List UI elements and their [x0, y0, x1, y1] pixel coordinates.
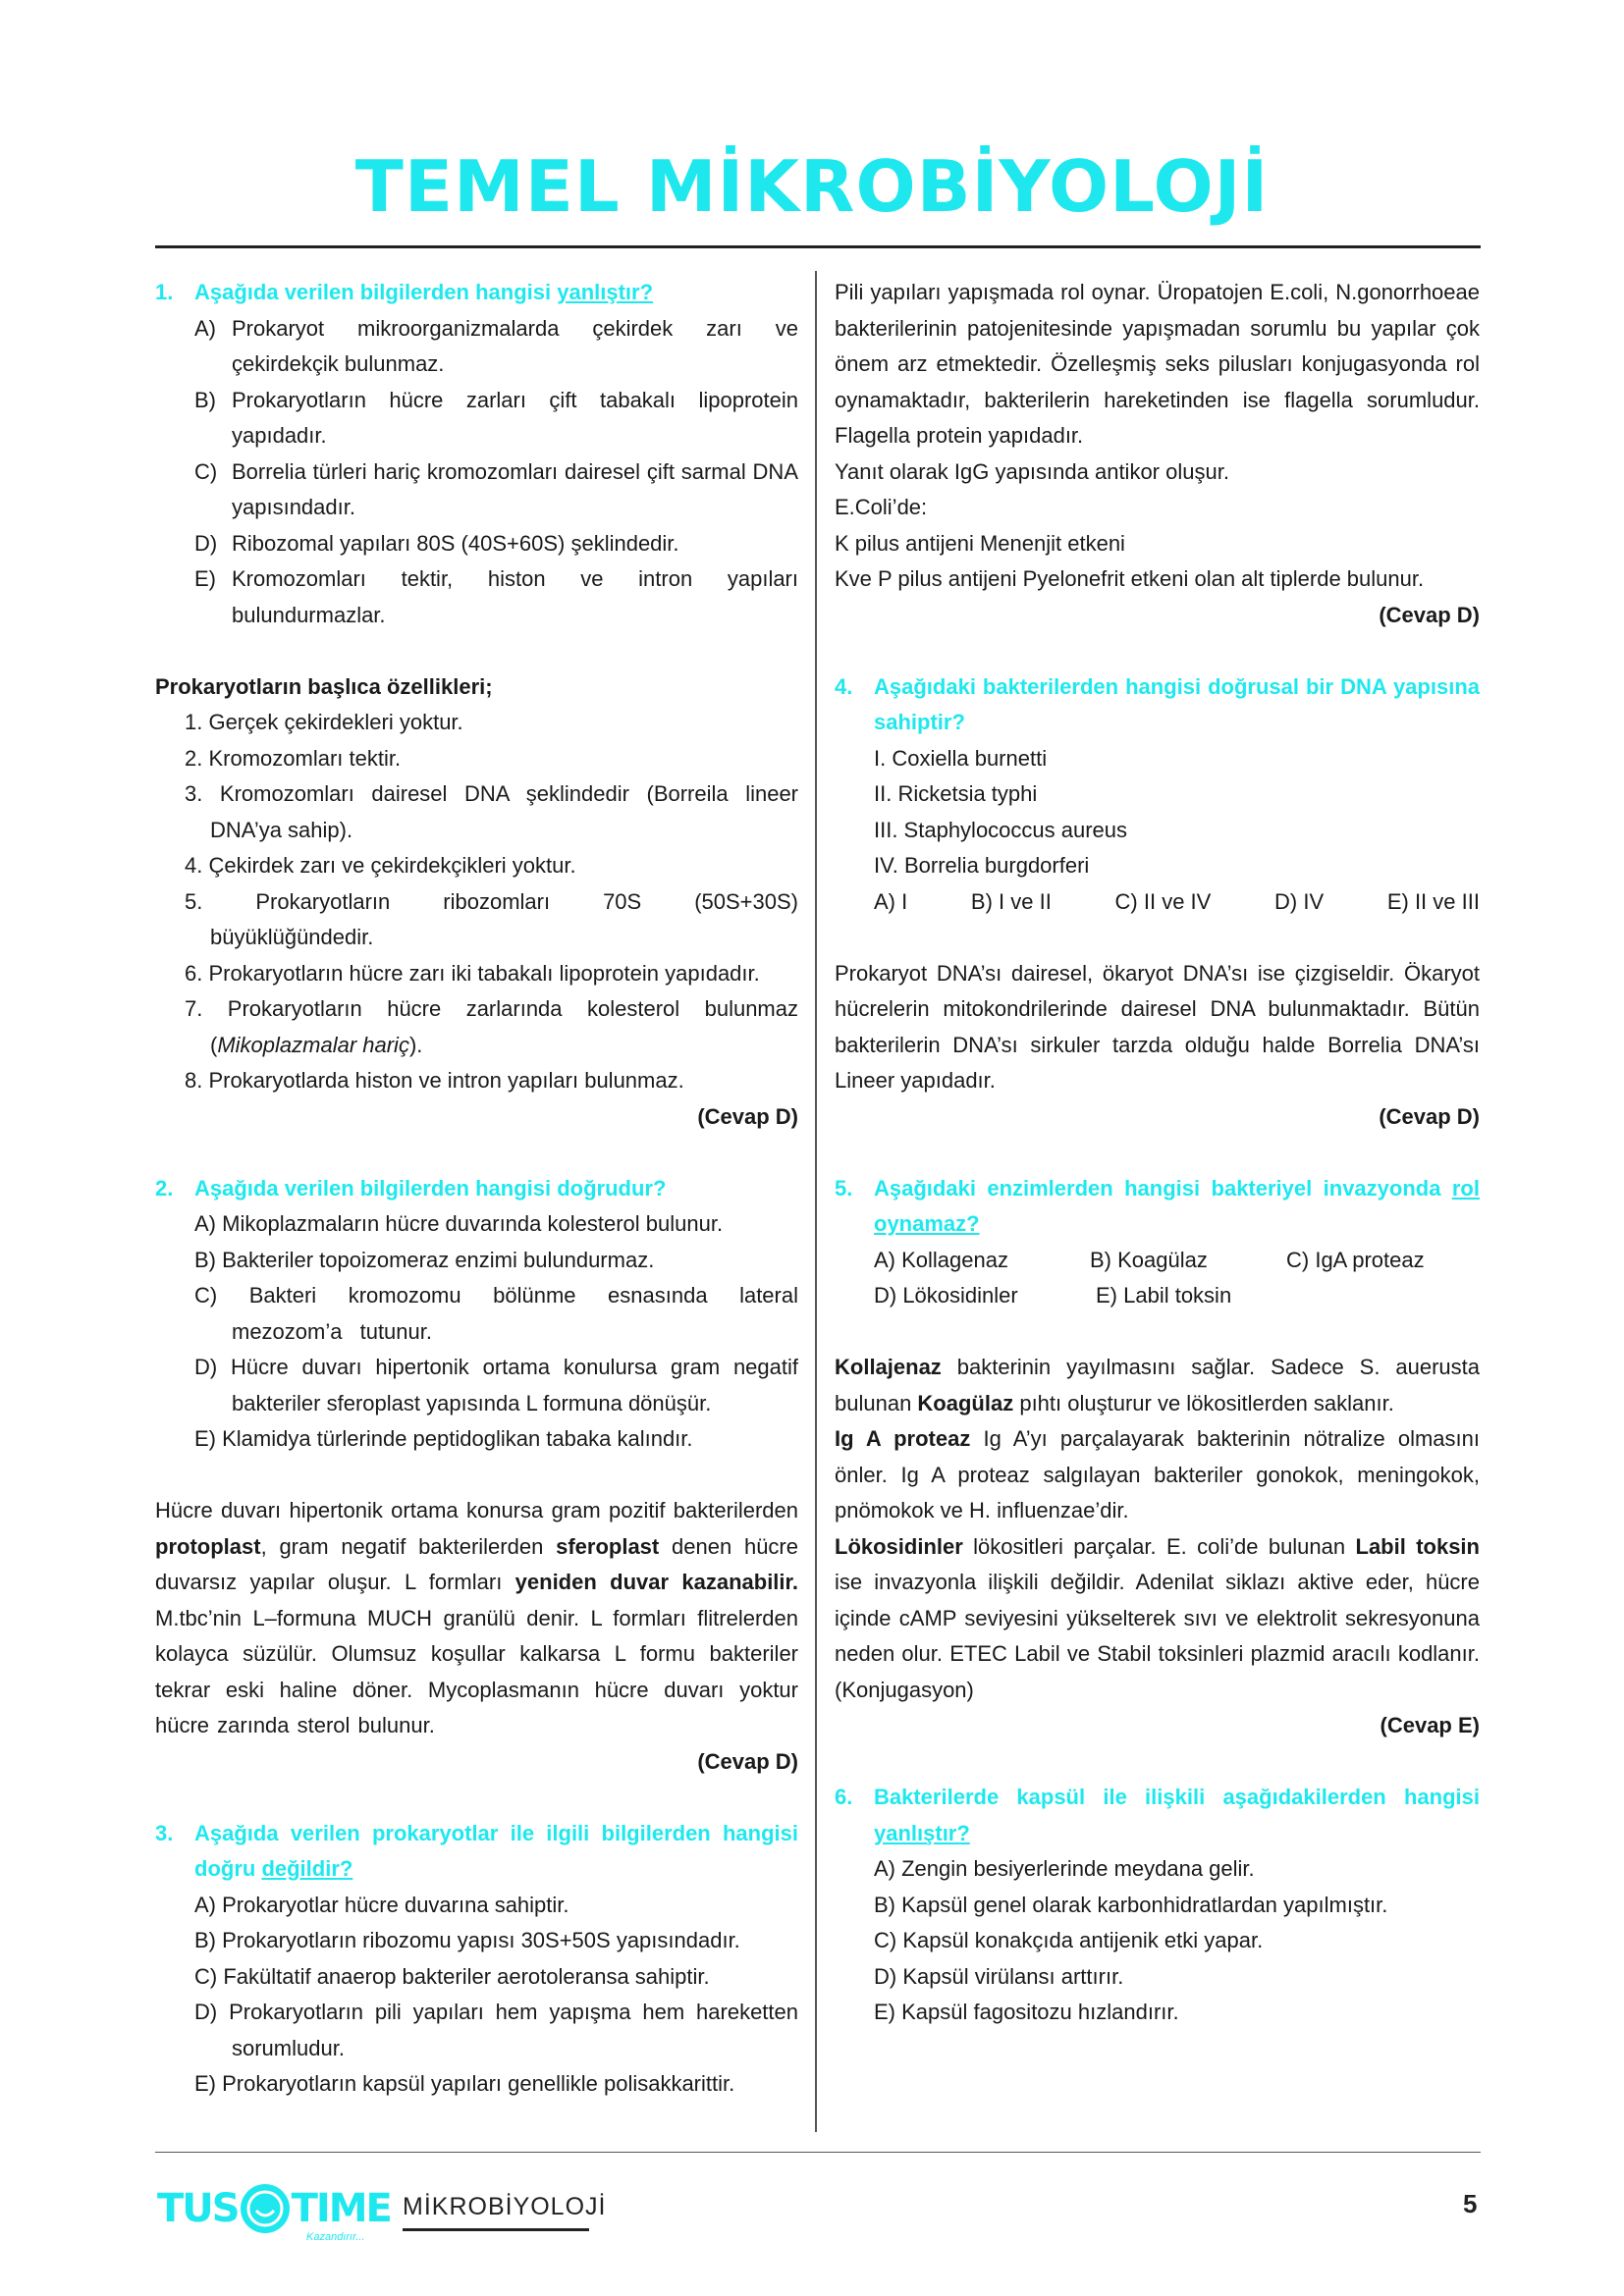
q4-options: A) I B) I ve II C) II ve IV D) IV E) II ve III: [874, 888, 1480, 914]
q3-explanation-line: K pilus antijeni Menenjit etkeni: [835, 530, 1125, 556]
q2-option: D) Hücre duvarı hipertonik ortama konulursa gram negatif bakteriler sferoplast yapısında L formuna dönüşür.: [194, 1355, 798, 1415]
q4-explanation: Prokaryot DNA’sı dairesel, ökaryot DNA’sı ise çizgiseldir. Ökaryot hücrelerin mitokondrilerinde dairesel DNA bulunmaktadır. Bütün bakterilerin DNA’sı sirkuler tarzda olduğu halde Borrelia DNA’sı Lineer yapıdadır.: [835, 960, 1480, 1093]
q3-explanation-line: Yanıt olarak IgG yapısında antikor oluşur.: [835, 458, 1229, 484]
q2-option: A) Mikoplazmaların hücre duvarında kolesterol bulunur.: [194, 1211, 724, 1236]
q3-option: E) Prokaryotların kapsül yapıları genellikle polisakkarittir.: [194, 2071, 735, 2096]
q3-answer: (Cevap D): [1379, 602, 1480, 627]
q3-option: D) Prokaryotların pili yapıları hem yapışma hem hareketten sorumludur.: [194, 2000, 798, 2060]
footer-rule: [155, 2152, 1481, 2153]
q3-option: B) Prokaryotların ribozomu yapısı 30S+50S yapısındadır.: [194, 1928, 740, 1952]
q6-option: B) Kapsül genel olarak karbonhidratlardan yapılmıştır.: [874, 1892, 1388, 1917]
q2-answer: (Cevap D): [697, 1748, 798, 1774]
q6-option: D) Kapsül virülansı arttırır.: [874, 1963, 1124, 1989]
question-2: 2. Aşağıda verilen bilgilerden hangisi doğrudur?: [155, 1175, 667, 1201]
q3-option: C) Fakültatif anaerop bakteriler aerotoleransa sahiptir.: [194, 1963, 710, 1989]
q4-item: I. Coxiella burnetti: [874, 745, 1048, 771]
question-1: 1. Aşağıda verilen bilgilerden hangisi yanlıştır?: [155, 280, 654, 304]
page-number: 5: [1463, 2189, 1478, 2218]
q2-option: E) Klamidya türlerinde peptidoglikan tabaka kalındır.: [194, 1426, 693, 1451]
tustime-logo: TUS TIME Kazandırır...: [157, 2186, 391, 2243]
q5-explanation: Lökosidinler lökositleri parçalar. E. coli’de bulunan Labil toksin ise invazyonla ilişkili değildir. Adenilat siklazı aktive eder, hücre içinde cAMP seviyesini yükselterek sıvı ve elektrolit sekresyonuna neden olur. ETEC Labil ve Stabil toksinleri plazmid aracılı kodlanır. (Konjugasyon): [835, 1533, 1480, 1702]
q1-list-item: 2. Kromozomları tektir.: [185, 745, 402, 771]
q1-list-item: 4. Çekirdek zarı ve çekirdekçikleri yoktur.: [185, 853, 576, 878]
q3-option: A) Prokaryotlar hücre duvarına sahiptir.: [194, 1892, 569, 1917]
title-rule: [155, 245, 1481, 248]
question-4: 4. Aşağıdaki bakterilerden hangisi doğrusal bir DNA yapısına sahiptir?: [835, 673, 1480, 734]
q4-answer: (Cevap D): [1379, 1103, 1480, 1129]
q6-option: E) Kapsül fagositozu hızlandırır.: [874, 2000, 1179, 2024]
footer-underline: [403, 2228, 589, 2231]
q5-explanation: Ig A proteaz Ig A’yı parçalayarak bakterinin nötralize olmasını önler. Ig A proteaz salgılayan bakteriler gonokok, meningokok, pnömokok ve H. influenzae’dir.: [835, 1426, 1480, 1522]
question-6: 6. Bakterilerde kapsül ile ilişkili aşağıdakilerden hangisi yanlıştır?: [835, 1785, 1480, 1845]
q5-options-row2: D) Lökosidinler E) Labil toksin: [874, 1283, 1232, 1308]
q1-option-b: B) Prokaryotların hücre zarları çift tabakalı lipoprotein yapıdadır.: [194, 387, 798, 448]
q5-answer: (Cevap E): [1380, 1713, 1480, 1737]
q6-option: A) Zengin besiyerlerinde meydana gelir.: [874, 1856, 1255, 1881]
q1-option-e: E) Kromozomları tektir, histon ve intron yapıları bulundurmazlar.: [194, 566, 798, 627]
q2-explanation: Hücre duvarı hipertonik ortama konursa gram pozitif bakterilerden protoplast, gram negatif bakterilerden sferoplast denen hücre duvarsız yapılar oluşur. L formları yeniden duvar kazanabilir. M.tbc’nin L–formuna MUCH granülü denir. L formları flitrelerden kolayca süzülür. Olumsuz koşullar kalkarsa L formu bakteriler tekrar eski haline döner. Mycoplasmanın hücre duvarı yoktur hücre zarında sterol bulunur.: [155, 1498, 798, 1737]
q2-option: C) Bakteri kromozomu bölünme esnasında lateral mezozom’a tutunur.: [194, 1283, 798, 1344]
q1-explanation-heading: Prokaryotların başlıca özellikleri;: [155, 673, 493, 699]
q6-option: C) Kapsül konakçıda antijenik etki yapar.: [874, 1928, 1264, 1952]
q1-list-item: 3. Kromozomları dairesel DNA şeklindedir (Borreila lineer DNA’ya sahip).: [185, 781, 798, 842]
page-title: TEMEL MİKROBİYOLOJİ: [354, 145, 1270, 228]
right-column: [835, 275, 1480, 2031]
q1-option-d: D) Ribozomal yapıları 80S (40S+60S) şeklindedir.: [194, 530, 679, 556]
q1-answer: (Cevap D): [697, 1103, 798, 1129]
q3-explanation-line: E.Coli’de:: [835, 495, 928, 519]
q3-explanation-line: Kve P pilus antijeni Pyelonefrit etkeni olan alt tiplerde bulunur.: [835, 566, 1425, 591]
q5-options-row1: A) Kollagenaz B) Koagülaz C) IgA proteaz: [874, 1247, 1425, 1272]
column-divider: [815, 271, 817, 2132]
q1-option-c: C) Borrelia türleri hariç kromozomları dairesel çift sarmal DNA yapısındadır.: [194, 458, 798, 519]
smile-icon: [241, 2184, 290, 2233]
footer-section-title: MİKROBİYOLOJİ: [403, 2193, 607, 2220]
q5-explanation: Kollajenaz bakterinin yayılmasını sağlar. Sadece S. auerusta bulunan Koagülaz pıhtı oluşturur ve lökositlerden saklanır.: [835, 1355, 1480, 1415]
q1-option-a: A) Prokaryot mikroorganizmalarda çekirdek zarı ve çekirdekçik bulunmaz.: [194, 315, 798, 376]
q1-list-item: 6. Prokaryotların hücre zarı iki tabakalı lipoprotein yapıdadır.: [185, 960, 760, 986]
q3-explanation: Pili yapıları yapışmada rol oynar. Üropatojen E.coli, N.gonorrhoeae bakterilerinin patojenitesinde yapışmadan sorumlu bu yapılar çok önem arz etmektedir. Özelleşmiş seks pilusları konjugasyonda rol oynamaktadır, bakterilerin hareketinden ise flagella sorumludur. Flagella protein yapıdadır.: [835, 280, 1480, 448]
q4-item: IV. Borrelia burgdorferi: [874, 853, 1090, 878]
q1-list-item: 7. Prokaryotların hücre zarlarında kolesterol bulunmaz (Mikoplazmalar hariç).: [185, 996, 798, 1057]
question-5: 5. Aşağıdaki enzimlerden hangisi bakteriyel invazyonda rol oynamaz?: [835, 1175, 1480, 1236]
q4-item: II. Ricketsia typhi: [874, 781, 1038, 806]
q2-option: B) Bakteriler topoizomeraz enzimi bulundurmaz.: [194, 1247, 655, 1272]
left-column: [155, 275, 798, 2103]
question-3: 3. Aşağıda verilen prokaryotlar ile ilgili bilgilerden hangisi doğru değildir?: [155, 1820, 798, 1881]
q1-list-item: 8. Prokaryotlarda histon ve intron yapıları bulunmaz.: [185, 1068, 684, 1093]
q1-list-item: 5. Prokaryotların ribozomları 70S (50S+30S) büyüklüğündedir.: [185, 888, 798, 949]
q4-item: III. Staphylococcus aureus: [874, 817, 1128, 842]
q1-list-item: 1. Gerçek çekirdekleri yoktur.: [185, 710, 463, 734]
